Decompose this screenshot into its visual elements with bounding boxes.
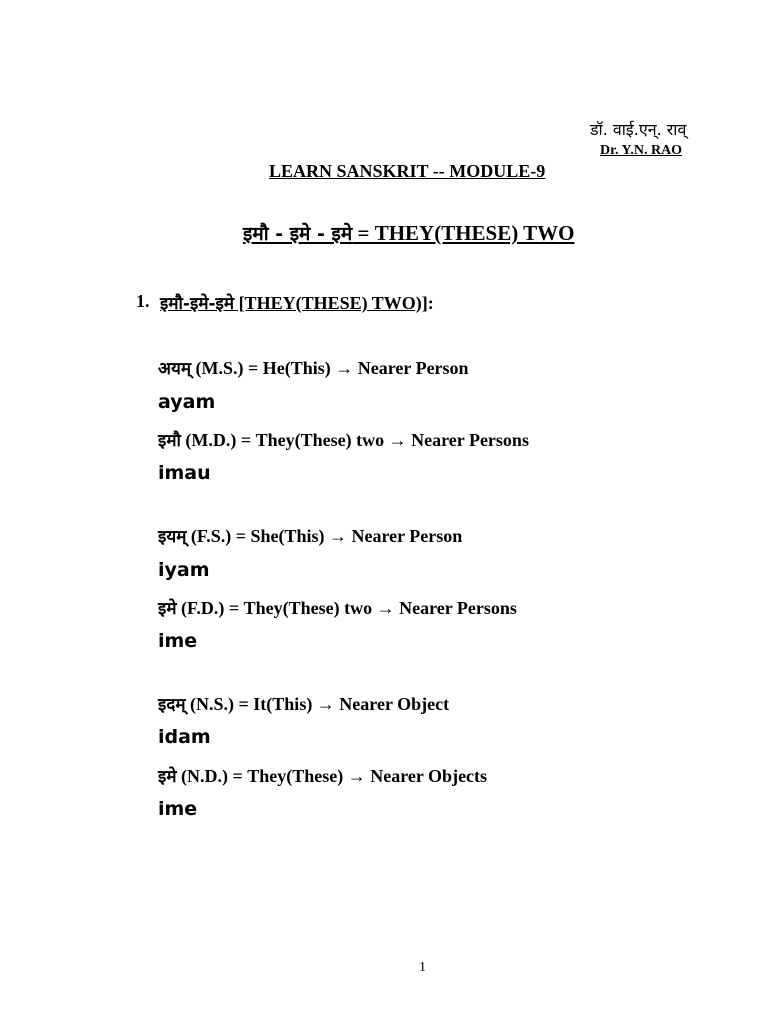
sanskrit-word: इयम् — [158, 527, 187, 547]
entry-line — [158, 524, 462, 547]
section-number: 1. — [136, 291, 150, 311]
sanskrit-word: इमे — [158, 767, 177, 787]
main-heading-devanagari: इमौ - इमे - इमे — [243, 223, 353, 245]
module-title: LEARN SANSKRIT -- MODULE-9 — [269, 161, 546, 181]
transliteration: idam — [158, 726, 211, 748]
entry-meaning: (F.D.) = They(These) two → Nearer Persons — [176, 598, 517, 618]
author-name-devanagari: डॉ. वाई.एन्. राव् — [590, 120, 687, 139]
section-title-colon: : — [427, 293, 434, 313]
entry-meaning: (M.S.) = He(This) → Nearer Person — [191, 358, 469, 378]
sanskrit-word: इमे — [158, 599, 177, 619]
entry-meaning: (N.D.) = They(These) → Nearer Objects — [176, 766, 488, 786]
entry-meaning: (M.D.) = They(These) two → Nearer Persons — [180, 430, 529, 450]
transliteration: iyam — [158, 559, 210, 581]
entry-line — [158, 428, 529, 451]
sanskrit-word: अयम् — [158, 359, 192, 379]
page-number: 1 — [419, 960, 426, 975]
entry-meaning: (F.S.) = She(This) → Nearer Person — [186, 526, 463, 546]
main-heading-english: = THEY(THESE) TWO — [352, 221, 575, 245]
section-title — [160, 291, 434, 314]
author-name-english: Dr. Y.N. RAO — [600, 143, 683, 158]
transliteration: ime — [158, 798, 198, 820]
entry-line — [158, 356, 469, 379]
sanskrit-word: इदम् — [158, 695, 186, 715]
transliteration: imau — [158, 462, 211, 484]
section-title-devanagari: इमौ-इमे-इमे — [160, 294, 235, 314]
entry-line — [158, 764, 487, 787]
entry-line — [158, 596, 517, 619]
main-heading — [243, 220, 574, 246]
sanskrit-word: इमौ — [158, 431, 181, 451]
transliteration: ime — [158, 630, 198, 652]
entry-meaning: (N.S.) = It(This) → Nearer Object — [185, 694, 450, 714]
transliteration: ayam — [158, 391, 216, 413]
section-title-english: [THEY(THESE) TWO)] — [234, 293, 428, 313]
entry-line — [158, 692, 449, 715]
